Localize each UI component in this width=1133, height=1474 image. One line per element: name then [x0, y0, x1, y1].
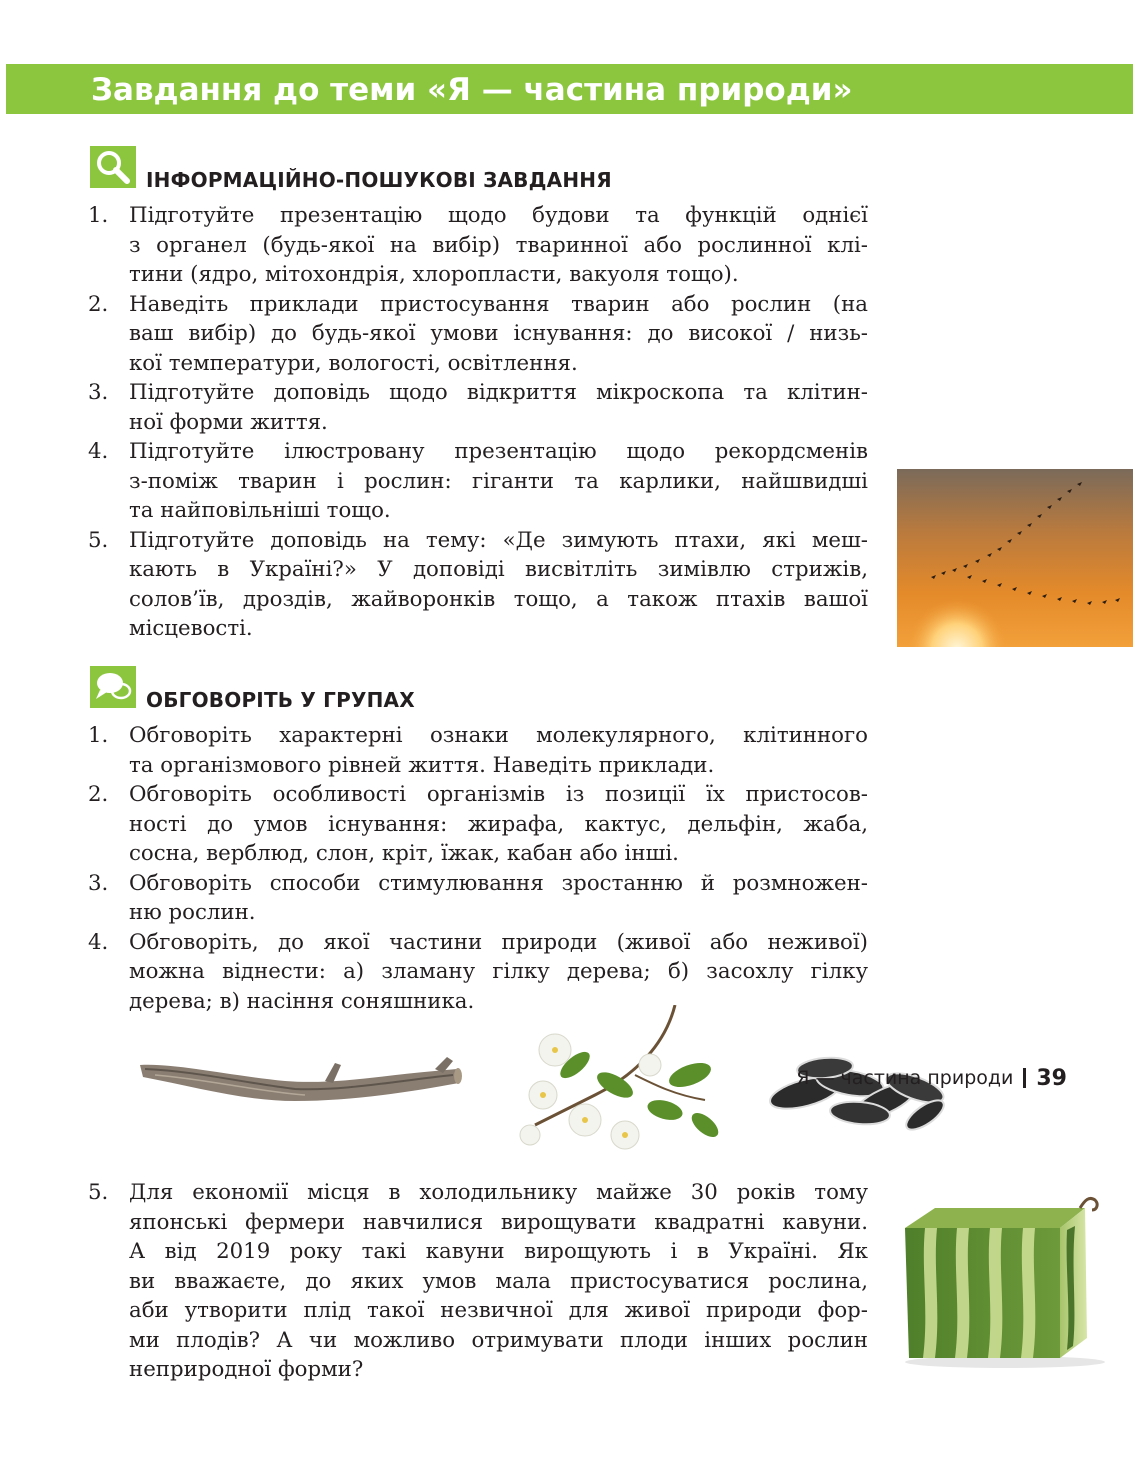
- footer-topic-title: Я — частина природи: [796, 1067, 1014, 1089]
- list-item: 1. Обговоріть характерні ознаки молекулярного, клітинного та організмового рівней життя. Наведіть приклади.: [88, 723, 868, 778]
- speech-bubbles-icon: [90, 666, 136, 708]
- discussion-task-list: [88, 721, 868, 1016]
- list-item: 2. Обговоріть особливості організмів із позиції їх пристосов- ності до умов існування: жирафа, кактус, дельфін, жаба, сосна, верблюд, слон, кріт, їжак, кабан або інші.: [88, 782, 868, 866]
- blossoming-branch-photo: [515, 1005, 730, 1155]
- page-footer: [796, 1063, 1067, 1093]
- footer-divider: [1023, 1068, 1026, 1088]
- list-item: 4. Підготуйте ілюстровану презентацію щодо рекордсменів з-поміж тварин і рослин: гіганти та карлики, найшвидші та найповільніші тощо.: [88, 439, 868, 523]
- list-item: 2. Наведіть приклади пристосування тварин або рослин (на ваш вибір) до будь-якої умови існування: до високої / низь- кої температури, вологості, освітлення.: [88, 291, 868, 376]
- section-banner: [6, 64, 1133, 114]
- list-item: 4. Обговоріть, до якої частини природи (живої або неживої) можна віднести: а) зламану гілку дерева; б) засохлу гілку дерева; в) насіння соняшника.: [88, 929, 868, 1014]
- page-title: Завдання до теми «Я — частина природи»: [91, 72, 853, 108]
- list-item: 1. Підготуйте презентацію щодо будови та функцій однієї з органел (будь-якої на вибір) тваринної або рослинної клі- тини (ядро, мітохондрія, хлоропласти, вакуоля тощо).: [88, 203, 868, 287]
- square-watermelon-photo: [895, 1190, 1120, 1370]
- dry-twig-photo: [135, 1045, 465, 1115]
- section-heading-group-discussion: ОБГОВОРІТЬ У ГРУПАХ: [146, 688, 415, 712]
- list-item: 5. Підготуйте доповідь на тему: «Де зимують птахи, які меш- кають в Україні?» У доповіді висвітліть зимівлю стрижів, солов’їв, дроздів, жайворонків тощо, а також птахів вашої місцевості.: [88, 527, 868, 641]
- discussion-task-list-continued: [88, 1178, 868, 1385]
- list-item: 3. Підготуйте доповідь щодо відкриття мікроскопа та клітин- ної форми життя.: [88, 380, 868, 435]
- page-number: 39: [1036, 1065, 1067, 1091]
- list-item: 3. Обговоріть способи стимулювання зростанню й розмножен- ню рослин.: [88, 870, 868, 925]
- birds-sunset-photo: [897, 469, 1133, 647]
- section-heading-search-tasks: ІНФОРМАЦІЙНО-ПОШУКОВІ ЗАВДАННЯ: [146, 168, 612, 192]
- search-task-list: [88, 201, 868, 644]
- magnifier-icon: [90, 146, 136, 188]
- list-item: 5. Для економії місця в холодильнику майже 30 років тому японські фермери навчилися вирощувати квадратні кавуни. А від 2019 року такі кавуни вирощують і в Україні. Як ви вважаєте, до яких умов мала пристосуватися рослина, аби утворити плід такої незвичної для живої природи фор- ми плодів? А чи можливо отримувати плоди інших рослин неприродної форми?: [88, 1180, 868, 1382]
